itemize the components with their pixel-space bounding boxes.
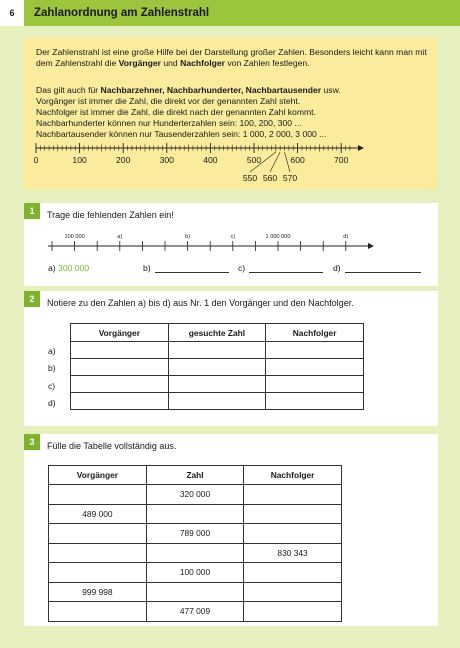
- table-cell[interactable]: [71, 359, 169, 376]
- line-label: c): [230, 234, 236, 240]
- task2-instruction: Notiere zu den Zahlen a) bis d) aus Nr. 1 den Vorgänger und den Nachfolger.: [47, 298, 354, 308]
- pointer-line: [285, 152, 290, 172]
- task1-instruction: Trage die fehlenden Zahlen ein!: [47, 210, 174, 220]
- table-cell[interactable]: [49, 602, 147, 622]
- info-box: [24, 38, 438, 190]
- table-cell[interactable]: [168, 342, 266, 359]
- pointer-label: 550: [242, 173, 258, 183]
- line-label: d): [343, 234, 349, 240]
- table-cell[interactable]: [168, 359, 266, 376]
- tick-label: 200: [116, 155, 131, 165]
- task2-row-label-a: a): [48, 346, 56, 356]
- table-cell[interactable]: [266, 376, 364, 393]
- page-header: [0, 0, 460, 26]
- answer-c[interactable]: [238, 263, 323, 273]
- tick-label: 400: [203, 155, 218, 165]
- answer-b[interactable]: [143, 263, 229, 273]
- answer-d-label: d): [333, 263, 341, 273]
- task2-header-vorgaenger: Vorgänger: [71, 324, 169, 342]
- task2-row-label-b: b): [48, 363, 56, 373]
- table-cell[interactable]: 830 343: [244, 543, 342, 563]
- tick-label: 0: [33, 155, 39, 165]
- tick-label: 700: [334, 155, 349, 165]
- task2-row-label-c: c): [48, 381, 56, 391]
- table-cell[interactable]: [71, 393, 169, 410]
- tick-label: 600: [290, 155, 305, 165]
- number-line-info: [24, 38, 438, 190]
- table-cell[interactable]: [244, 582, 342, 602]
- table-cell[interactable]: [49, 543, 147, 563]
- table-cell[interactable]: [244, 504, 342, 524]
- task3-number-badge: 3: [24, 434, 40, 450]
- table-cell[interactable]: [244, 563, 342, 583]
- table-cell[interactable]: 320 000: [146, 485, 243, 505]
- table-cell[interactable]: 789 000: [146, 524, 243, 544]
- info-line: Nachfolger ist immer die Zahl, die direkt nach der genannten Zahl kommt.: [36, 107, 316, 117]
- task2-row-label-d: d): [48, 398, 56, 408]
- page-title: Zahlanordnung am Zahlenstrahl: [34, 7, 210, 19]
- info-paragraph-1: Der Zahlenstrahl ist eine große Hilfe bei der Darstellung großer Zahlen. Besonders leicht kann man mit dem Zahlenstrahl die Vorgänger und Nachfolger von Zahlen festlegen.: [36, 47, 427, 68]
- table-cell[interactable]: [244, 524, 342, 544]
- info-line: Nachbartausender können nur Tausenderzahlen sein: 1 000, 2 000, 3 000 ...: [36, 129, 327, 139]
- pointer-label: 560: [262, 173, 278, 183]
- task2-number-badge: 2: [24, 291, 40, 307]
- answer-c-blank[interactable]: [249, 263, 323, 273]
- table-cell[interactable]: 100 000: [146, 563, 243, 583]
- table-cell[interactable]: [266, 393, 364, 410]
- table-cell[interactable]: [49, 485, 147, 505]
- task1-number-badge: 1: [24, 203, 40, 219]
- info-line: Vorgänger ist immer die Zahl, die direkt vor der genannten Zahl steht.: [36, 96, 301, 106]
- task3-instruction: Fülle die Tabelle vollständig aus.: [47, 441, 177, 451]
- table-cell[interactable]: [146, 543, 243, 563]
- axis-arrow-icon: [358, 145, 364, 151]
- answer-d-blank[interactable]: [345, 263, 421, 273]
- pointer-label: 570: [282, 173, 298, 183]
- task3-header-zahl: Zahl: [146, 466, 243, 485]
- answer-c-label: c): [238, 263, 246, 273]
- table-cell[interactable]: 489 000: [49, 504, 147, 524]
- tick-label: 100: [72, 155, 87, 165]
- tick-label: 300: [159, 155, 174, 165]
- answer-a-label: a): [48, 263, 56, 273]
- answer-a-value: 300 000: [58, 263, 90, 273]
- task2-table: [70, 323, 364, 410]
- table-cell[interactable]: [49, 524, 147, 544]
- table-cell[interactable]: [244, 602, 342, 622]
- page-number: 6: [0, 0, 24, 26]
- table-cell[interactable]: [266, 342, 364, 359]
- task2-header-zahl: gesuchte Zahl: [168, 324, 266, 342]
- table-cell[interactable]: [168, 393, 266, 410]
- tick-label: 500: [246, 155, 262, 165]
- line-label: a): [117, 234, 123, 240]
- info-line: Nachbarhunderter können nur Hunderterzahlen sein: 100, 200, 300 ...: [36, 118, 302, 128]
- line-label: 100 000: [64, 234, 85, 240]
- answer-a[interactable]: [48, 263, 89, 273]
- table-cell[interactable]: [266, 359, 364, 376]
- table-cell[interactable]: [146, 582, 243, 602]
- task3-table: [48, 465, 342, 622]
- table-cell[interactable]: [49, 563, 147, 583]
- table-cell[interactable]: 477 009: [146, 602, 243, 622]
- answer-d[interactable]: [333, 263, 421, 273]
- table-cell[interactable]: [244, 485, 342, 505]
- task3-header-vorgaenger: Vorgänger: [49, 466, 147, 485]
- task2-header-nachfolger: Nachfolger: [266, 324, 364, 342]
- answer-b-blank[interactable]: [155, 263, 229, 273]
- table-cell[interactable]: [146, 504, 243, 524]
- task3-header-nachfolger: Nachfolger: [244, 466, 342, 485]
- info-line: Das gilt auch für Nachbarzehner, Nachbarhunderter, Nachbartausender usw.: [36, 85, 341, 95]
- table-cell[interactable]: 999 998: [49, 582, 147, 602]
- line-label: b): [185, 234, 191, 240]
- number-line-task1: [0, 226, 460, 266]
- line-label: 1 000 000: [265, 234, 291, 240]
- answer-b-label: b): [143, 263, 151, 273]
- header-bar: [24, 0, 460, 26]
- table-cell[interactable]: [71, 342, 169, 359]
- axis-arrow-icon: [368, 243, 374, 249]
- table-cell[interactable]: [168, 376, 266, 393]
- table-cell[interactable]: [71, 376, 169, 393]
